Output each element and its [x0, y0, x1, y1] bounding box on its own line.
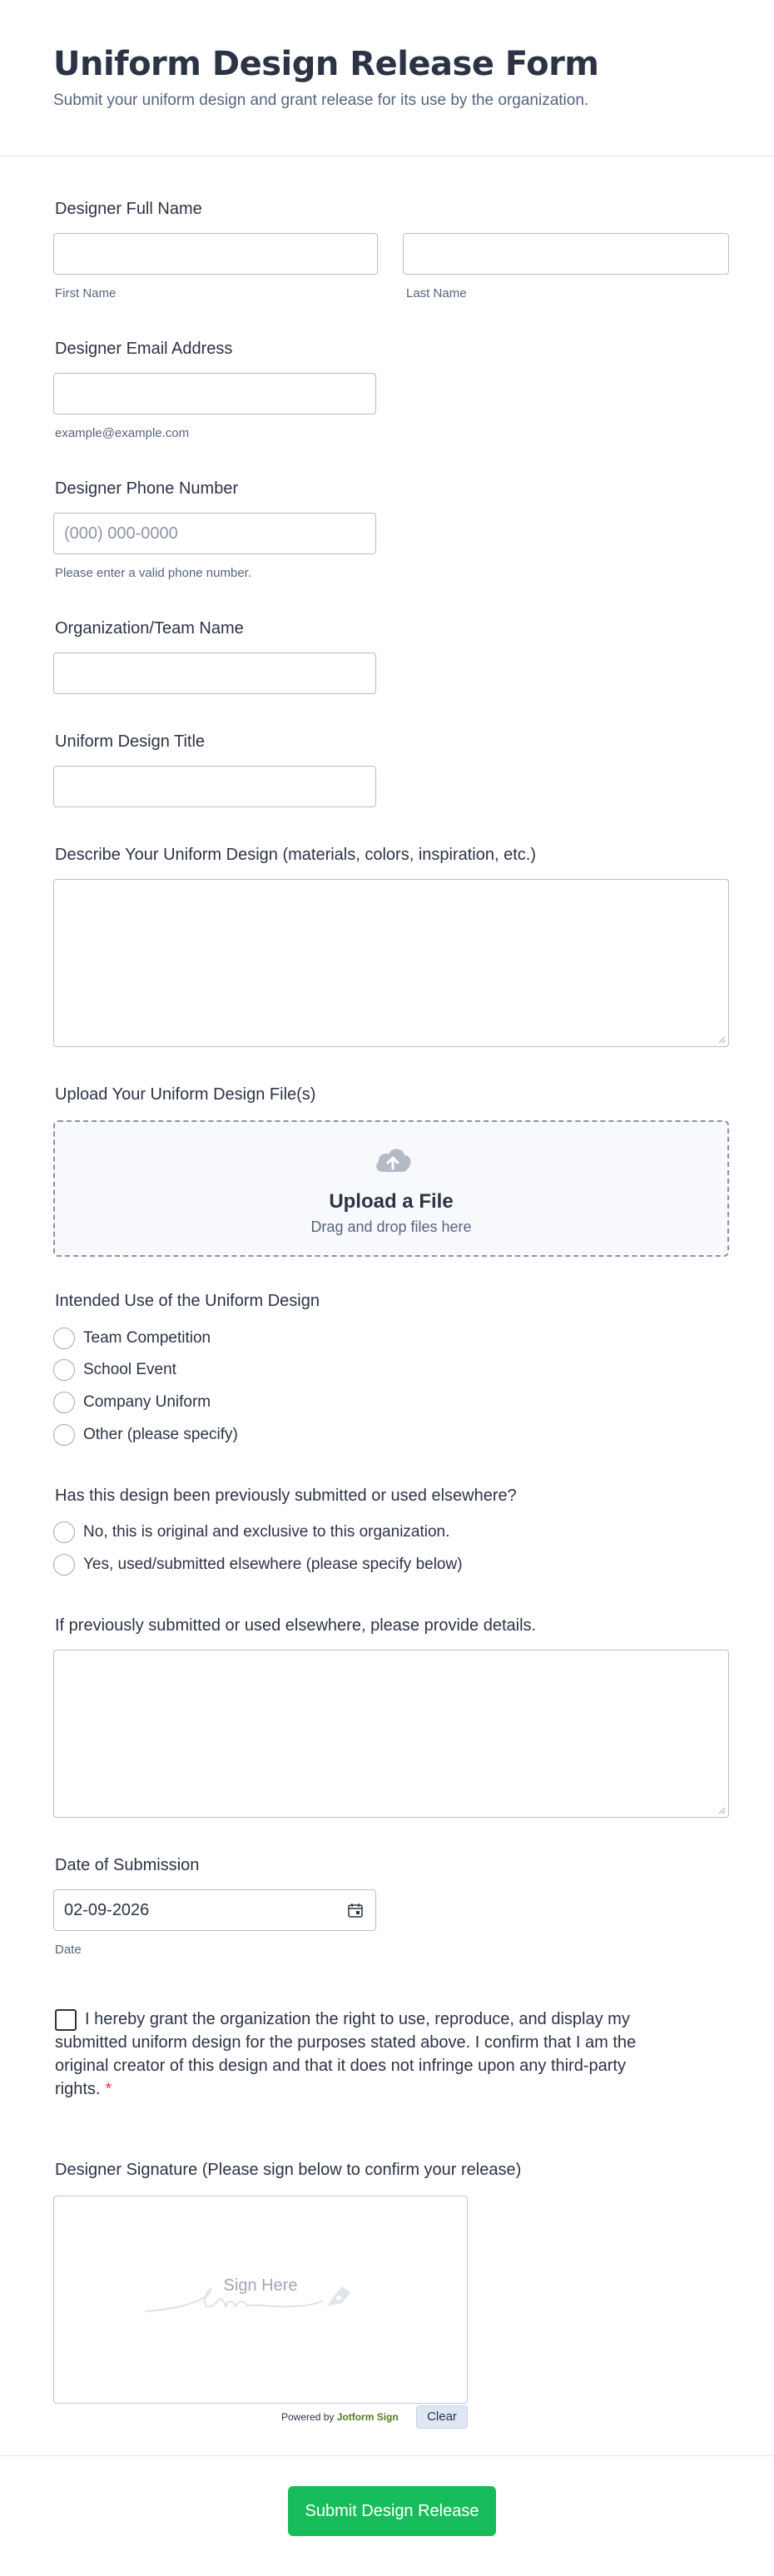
date-sublabel: Date [55, 1943, 82, 1957]
signature-scribble-icon [137, 2271, 387, 2321]
description-textarea[interactable] [53, 879, 729, 1047]
calendar-icon[interactable] [347, 1902, 364, 1918]
radio-label: No, this is original and exclusive to this organization. [83, 1523, 450, 1541]
last-name-input[interactable] [403, 233, 729, 275]
form-header [0, 0, 774, 156]
powered-by [281, 2411, 399, 2423]
clear-signature-button[interactable]: Clear [416, 2405, 468, 2429]
upload-hint: Drag and drop files here [310, 1219, 472, 1235]
organization-label: Organization/Team Name [55, 619, 244, 638]
radio-button[interactable] [53, 1424, 75, 1446]
radio-label: Company Uniform [83, 1393, 211, 1411]
radio-label: School Event [83, 1361, 176, 1378]
organization-input[interactable] [53, 653, 376, 694]
powered-brand: Jotform Sign [336, 2411, 399, 2423]
first-name-sublabel: First Name [55, 286, 117, 300]
signature-placeholder: Sign Here [223, 2276, 298, 2295]
signature-label: Designer Signature (Please sign below to confirm your release) [55, 2161, 522, 2179]
full-name-label: Designer Full Name [55, 200, 202, 218]
intended-use-option[interactable] [53, 1391, 211, 1414]
date-value: 02-09-2026 [64, 1901, 150, 1919]
consent-text: I hereby grant the organization the right to use, reproduce, and display my submitted uniform design for the purposes stated above. I confirm that I am the original creator of this design and that it does not infringe upon any third-party rights. [55, 2010, 637, 2098]
required-mark: * [105, 2080, 112, 2098]
radio-button[interactable] [53, 1359, 75, 1381]
powered-prefix: Powered by [281, 2411, 335, 2423]
intended-use-option[interactable] [53, 1327, 211, 1350]
first-name-input[interactable] [53, 233, 378, 275]
resize-handle-icon[interactable] [717, 1035, 726, 1044]
description-label: Describe Your Uniform Design (materials, colors, inspiration, etc.) [55, 846, 536, 864]
date-input[interactable] [53, 1889, 376, 1931]
submit-button[interactable]: Submit Design Release [288, 2486, 496, 2536]
design-title-label: Uniform Design Title [55, 732, 206, 751]
radio-label: Team Competition [83, 1329, 211, 1347]
radio-button[interactable] [53, 1521, 75, 1543]
radio-label: Yes, used/submitted elsewhere (please specify below) [83, 1556, 463, 1573]
intended-use-option[interactable] [53, 1423, 238, 1447]
email-input[interactable] [53, 373, 376, 414]
consent-label [55, 2008, 654, 2101]
phone-label: Designer Phone Number [55, 479, 239, 498]
design-title-input[interactable] [53, 766, 376, 807]
previous-use-option[interactable] [53, 1553, 463, 1576]
previous-details-label: If previously submitted or used elsewhere, please provide details. [55, 1616, 537, 1635]
form-title: Uniform Design Release Form [53, 45, 599, 83]
file-upload-dropzone[interactable] [53, 1120, 729, 1257]
cloud-upload-icon [373, 1142, 413, 1175]
resize-handle-icon[interactable] [717, 1806, 726, 1814]
phone-sublabel: Please enter a valid phone number. [55, 566, 251, 580]
intended-use-option[interactable] [53, 1358, 176, 1382]
last-name-sublabel: Last Name [406, 286, 467, 300]
radio-button[interactable] [53, 1392, 75, 1413]
phone-input[interactable]: (000) 000-0000 [53, 513, 376, 554]
previous-use-option[interactable] [53, 1521, 449, 1544]
email-label: Designer Email Address [55, 340, 233, 358]
upload-label: Upload Your Uniform Design File(s) [55, 1085, 316, 1104]
signature-pad[interactable] [53, 2196, 468, 2404]
radio-button[interactable] [53, 1328, 75, 1349]
date-label: Date of Submission [55, 1856, 200, 1874]
previous-details-textarea[interactable] [53, 1650, 729, 1818]
upload-title: Upload a File [329, 1190, 454, 1213]
radio-button[interactable] [53, 1554, 75, 1576]
radio-label: Other (please specify) [83, 1426, 238, 1443]
previous-use-label: Has this design been previously submitted or used elsewhere? [55, 1487, 517, 1505]
form-subtitle: Submit your uniform design and grant release for its use by the organization. [53, 92, 589, 109]
email-sublabel: example@example.com [55, 426, 190, 440]
intended-use-label: Intended Use of the Uniform Design [55, 1292, 320, 1310]
